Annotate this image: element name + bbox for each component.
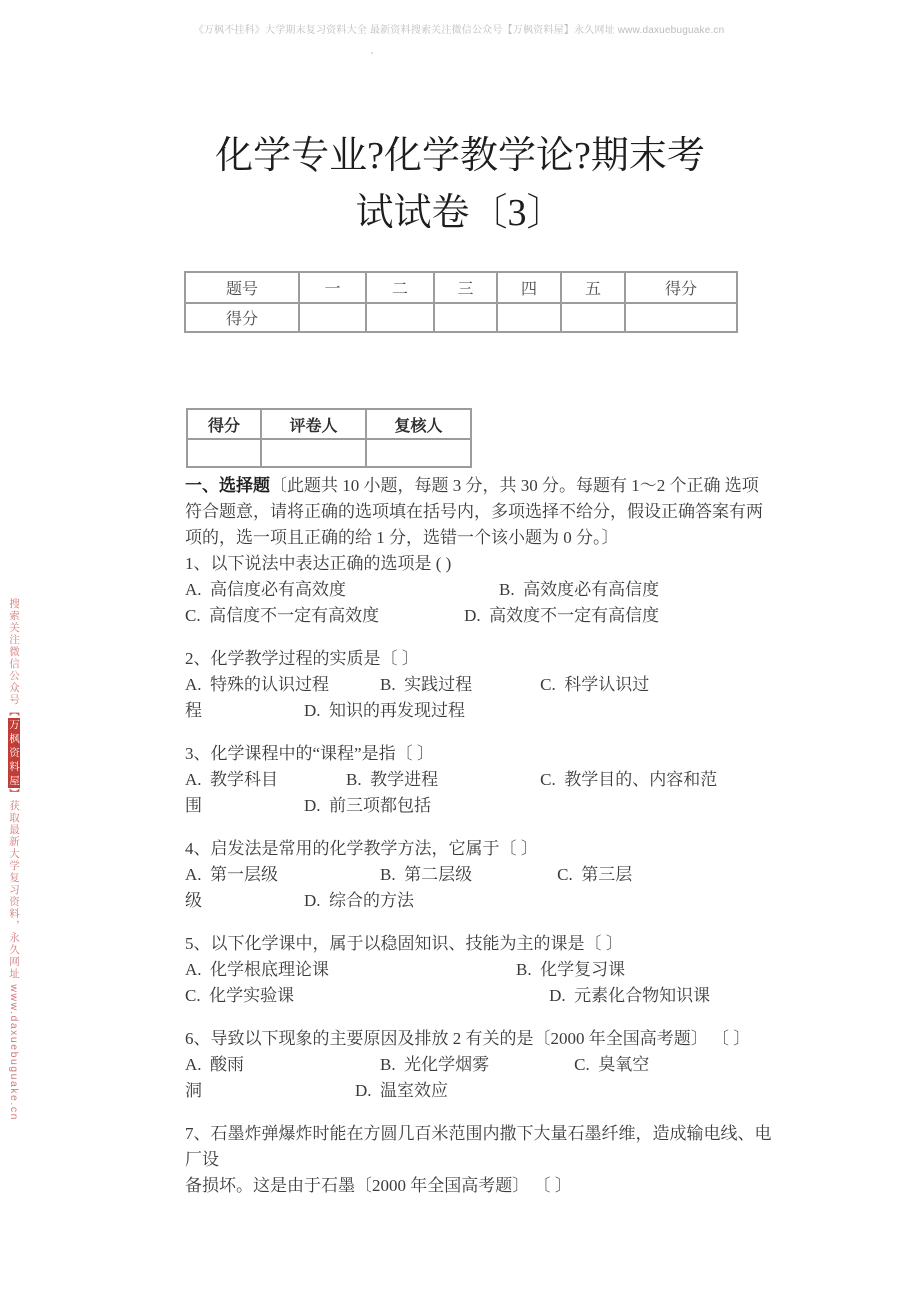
promo-header-line: 《万枫不挂科》大学期末复习资料大全 最新资料搜索关注微信公众号【万枫资料屋】永久网址 www.daxuebuguake.cn <box>193 25 725 36</box>
watermark-highlight-char: 枫 <box>8 733 20 745</box>
question-3 <box>185 741 773 819</box>
question-line: 5、以下化学课中，属于以稳固知识、技能为主的课是〔 〕 <box>185 934 623 953</box>
question-line: 围 D. 前三项都包括 <box>185 796 432 815</box>
score-table-header-cell: 得分 <box>625 272 737 303</box>
section-heading <box>185 473 773 551</box>
question-line: 级 D. 综合的方法 <box>185 891 415 910</box>
grader-table-header-row <box>187 409 471 439</box>
question-4 <box>185 836 773 914</box>
section-heading-intro: 〔此题共 10 小题，每题 3 分，共 30 分。每题有 1～2 个正确 选项符合题意，请将正确的选项填在括号内，多项选择不给分，假设正确答案有两项的，选一项且正确的给 1 分，选错一个该小题为 0 分。〕 <box>185 476 763 547</box>
score-table-header-cell: 二 <box>366 272 434 303</box>
question-line: 1、以下说法中表达正确的选项是 ( ) <box>185 554 452 573</box>
score-table-header-cell: 五 <box>561 272 625 303</box>
question-7 <box>185 1121 773 1199</box>
question-line: 2、化学教学过程的实质是〔 〕 <box>185 649 419 668</box>
question-5 <box>185 931 773 1009</box>
score-summary-table <box>184 271 738 333</box>
score-cell-empty <box>299 303 366 332</box>
grader-cell-empty <box>261 439 366 467</box>
question-line: A. 特殊的认识过程 B. 实践过程 C. 科学认识过 <box>185 675 650 694</box>
score-table-header-cell: 一 <box>299 272 366 303</box>
question-line: C. 化学实验课 D. 元素化合物知识课 <box>185 986 711 1005</box>
page-title-line-2: 试试卷〔3〕 <box>355 192 565 234</box>
question-line: 洞 D. 温室效应 <box>185 1081 449 1100</box>
watermark-highlight-char: 万 <box>8 719 20 731</box>
question-line: 程 D. 知识的再发现过程 <box>185 701 466 720</box>
watermark-bracket-open: 【 <box>8 706 20 718</box>
grader-table-header-cell: 评卷人 <box>261 409 366 439</box>
grader-table <box>186 408 472 468</box>
score-cell-empty <box>366 303 434 332</box>
question-line: C. 高信度不一定有高效度 D. 高效度不一定有高信度 <box>185 606 660 625</box>
score-cell-empty <box>497 303 561 332</box>
watermark-bracket-close: 】 <box>8 788 20 800</box>
score-row-label-cell: 得分 <box>185 303 299 332</box>
score-cell-empty <box>561 303 625 332</box>
page-title <box>155 128 765 242</box>
score-table-header-cell: 四 <box>497 272 561 303</box>
grader-table-empty-row <box>187 439 471 467</box>
question-line: 备损坏。这是由于石墨〔2000 年全国高考题〕 〔 〕 <box>185 1176 572 1195</box>
grader-cell-empty <box>366 439 471 467</box>
question-line: A. 教学科目 B. 教学进程 C. 教学目的、内容和范 <box>185 770 718 789</box>
stray-mark: , <box>371 45 374 55</box>
grader-cell-empty <box>187 439 261 467</box>
question-line: 6、导致以下现象的主要原因及排放 2 有关的是〔2000 年全国高考题〕 〔 〕 <box>185 1029 751 1048</box>
watermark-suffix: 获取最新大学复习资料，永久网址 www.daxuebuguake.cn <box>8 800 20 1121</box>
score-cell-empty <box>625 303 737 332</box>
grader-table-header-cell: 复核人 <box>366 409 471 439</box>
exam-body <box>185 473 773 1199</box>
question-line: A. 第一层级 B. 第二层级 C. 第三层 <box>185 865 633 884</box>
question-line: 7、石墨炸弹爆炸时能在方圆几百米范围内撒下大量石墨纤维，造成输电线、电厂设 <box>185 1124 772 1169</box>
score-cell-empty <box>434 303 497 332</box>
question-line: A. 酸雨 B. 光化学烟雾 C. 臭氧空 <box>185 1055 650 1074</box>
question-2 <box>185 646 773 724</box>
question-6 <box>185 1026 773 1104</box>
question-line: A. 化学根底理论课 B. 化学复习课 <box>185 960 626 979</box>
vertical-watermark <box>7 598 22 1158</box>
score-table-header-cell: 三 <box>434 272 497 303</box>
score-table-score-row <box>185 303 737 332</box>
question-line: 3、化学课程中的“课程”是指〔 〕 <box>185 744 434 763</box>
watermark-highlight-char: 屋 <box>8 775 20 787</box>
grader-table-header-cell: 得分 <box>187 409 261 439</box>
watermark-highlight-char: 料 <box>8 761 20 773</box>
score-table-header-row <box>185 272 737 303</box>
page-title-line-1: 化学专业?化学教学论?期末考 <box>215 135 705 177</box>
watermark-highlight-char: 资 <box>8 747 20 759</box>
score-table-header-cell: 题号 <box>185 272 299 303</box>
question-line: A. 高信度必有高效度 B. 高效度必有高信度 <box>185 580 660 599</box>
watermark-prefix: 搜索关注微信公众号 <box>8 598 20 706</box>
section-heading-title: 一、选择题 <box>185 476 270 495</box>
question-line: 4、启发法是常用的化学教学方法，它属于〔 〕 <box>185 839 538 858</box>
question-1 <box>185 551 773 629</box>
